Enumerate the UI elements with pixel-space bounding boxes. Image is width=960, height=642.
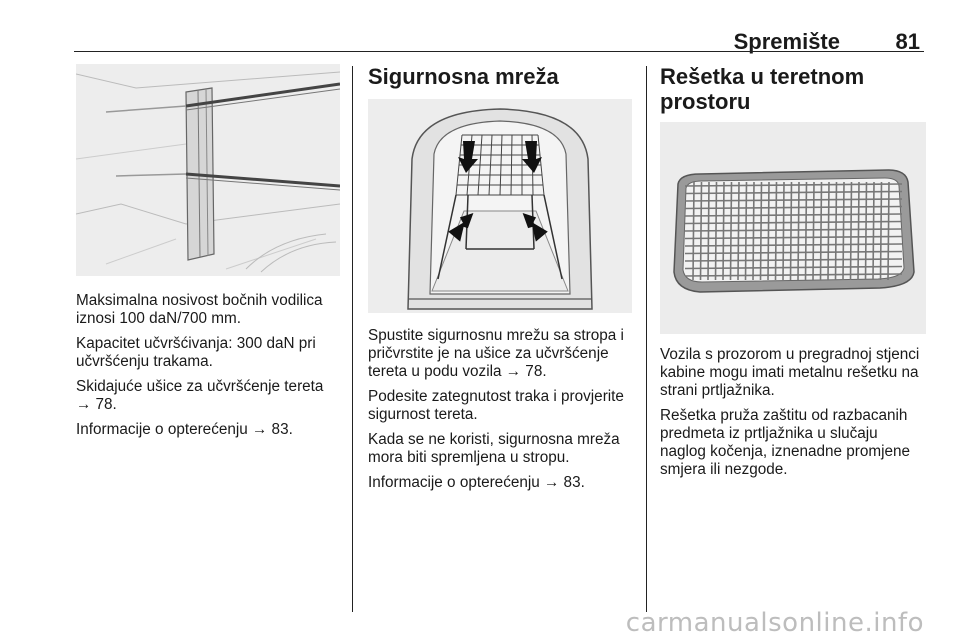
header-rule xyxy=(74,51,924,52)
column-1 xyxy=(76,64,342,446)
column-divider-2 xyxy=(646,66,647,612)
column-divider-1 xyxy=(352,66,353,612)
side-rail-illustration xyxy=(76,64,340,276)
side-rail-drawing xyxy=(76,64,340,276)
paragraph: Informacije o opterećenju → 83. xyxy=(76,421,293,438)
paragraph: Podesite zategnutost traka i provjerite sigurnost tereta. xyxy=(368,388,624,423)
paragraph: Kapacitet učvršćivanja: 300 daN pri učvršćenju trakama. xyxy=(76,335,316,370)
paragraph: Rešetka pruža zaštitu od razbacanih predmeta iz prtljažnika u slučaju naglog kočenja, iznenadne promjene smjera ili nezgode. xyxy=(660,407,911,478)
paragraph: Informacije o opterećenju → 83. xyxy=(368,474,585,491)
paragraph: Vozila s prozorom u pregradnoj stjenci kabine mogu imati metalnu rešetku na strani prtljažnika. xyxy=(660,346,920,399)
column-2 xyxy=(368,64,634,499)
paragraph: Kada se ne koristi, sigurnosna mreža mora biti spremljena u stropu. xyxy=(368,431,620,466)
paragraph: Skidajuće ušice za učvršćenje tereta → 78. xyxy=(76,378,324,413)
header-title: Spremište xyxy=(733,29,840,54)
column-3 xyxy=(660,64,926,486)
paragraph: Maksimalna nosivost bočnih vodilica iznosi 100 daN/700 mm. xyxy=(76,292,323,327)
safety-net-illustration xyxy=(368,99,632,313)
paragraph: Spustite sigurnosnu mrežu sa stropa i pričvrstite je na ušice za učvršćenje tereta u podu vozila → 78. xyxy=(368,327,624,380)
section-heading: Sigurnosna mreža xyxy=(368,64,559,89)
section-heading: Rešetka u teretnom prostoru xyxy=(660,64,865,114)
watermark: carmanualsonline.info xyxy=(625,608,924,638)
safety-net-drawing xyxy=(368,99,632,313)
page-number: 81 xyxy=(895,29,920,54)
cargo-grille-drawing xyxy=(660,122,926,334)
cargo-grille-illustration xyxy=(660,122,926,334)
